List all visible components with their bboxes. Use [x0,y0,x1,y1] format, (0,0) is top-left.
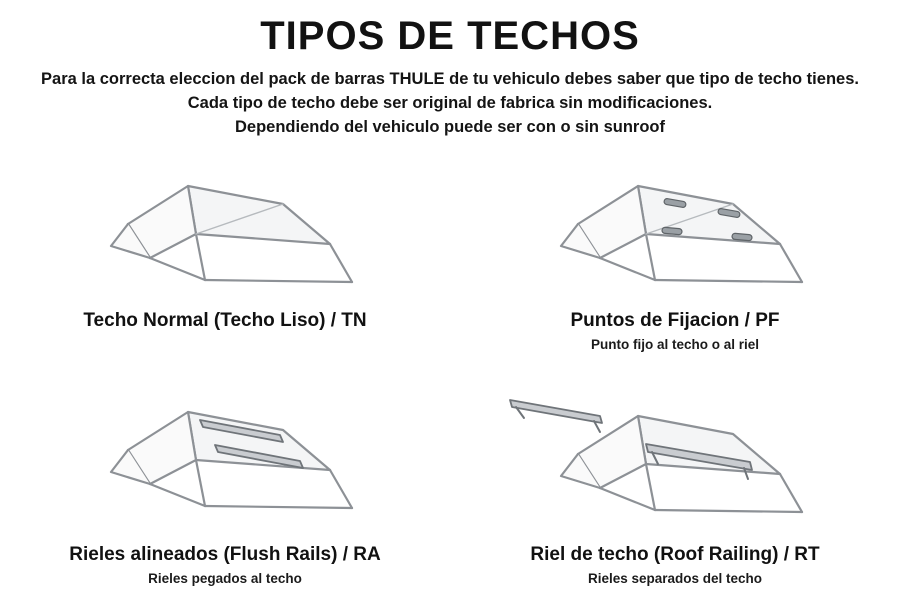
roof-type-sublabel-rt: Rieles separados del techo [587,570,763,586]
caption-rt [450,544,900,587]
roof-types-infographic [0,14,900,614]
car-roof-raised-railing-icon [450,382,900,537]
caption-tn [0,310,450,333]
caption-ra [0,544,450,587]
roof-type-card-ra [0,382,450,602]
caption-pf [450,310,900,353]
roof-type-label-rt: Riel de techo (Roof Railing) / RT [530,544,820,565]
car-roof-flush-rails-icon [0,382,450,537]
page-title: TIPOS DE TECHOS [260,14,640,58]
roof-type-card-rt [450,382,900,602]
roof-type-sublabel-pf: Punto fijo al techo o al riel [590,336,760,352]
roof-type-label-tn: Techo Normal (Techo Liso) / TN [83,310,367,331]
roof-type-sublabel-ra: Rieles pegados al techo [148,570,302,586]
subtitle-line-2: Cada tipo de techo debe ser original de fabrica sin modificaciones. [187,93,713,112]
subtitle-line-1: Para la correcta eleccion del pack de barras THULE de tu vehiculo debes saber que tipo de techo tienes. [41,70,859,88]
roof-type-label-pf: Puntos de Fijacion / PF [570,310,780,331]
subtitle-line-3: Dependiendo del vehiculo puede ser con o sin sunroof [235,117,665,136]
roof-type-label-ra: Rieles alineados (Flush Rails) / RA [69,544,381,565]
car-roof-plain-icon [0,162,450,312]
subtitle-block [0,68,900,140]
roof-type-card-pf [450,162,900,382]
roof-types-grid [0,162,900,602]
car-roof-fixpoints-icon [450,162,900,312]
roof-type-card-tn [0,162,450,382]
